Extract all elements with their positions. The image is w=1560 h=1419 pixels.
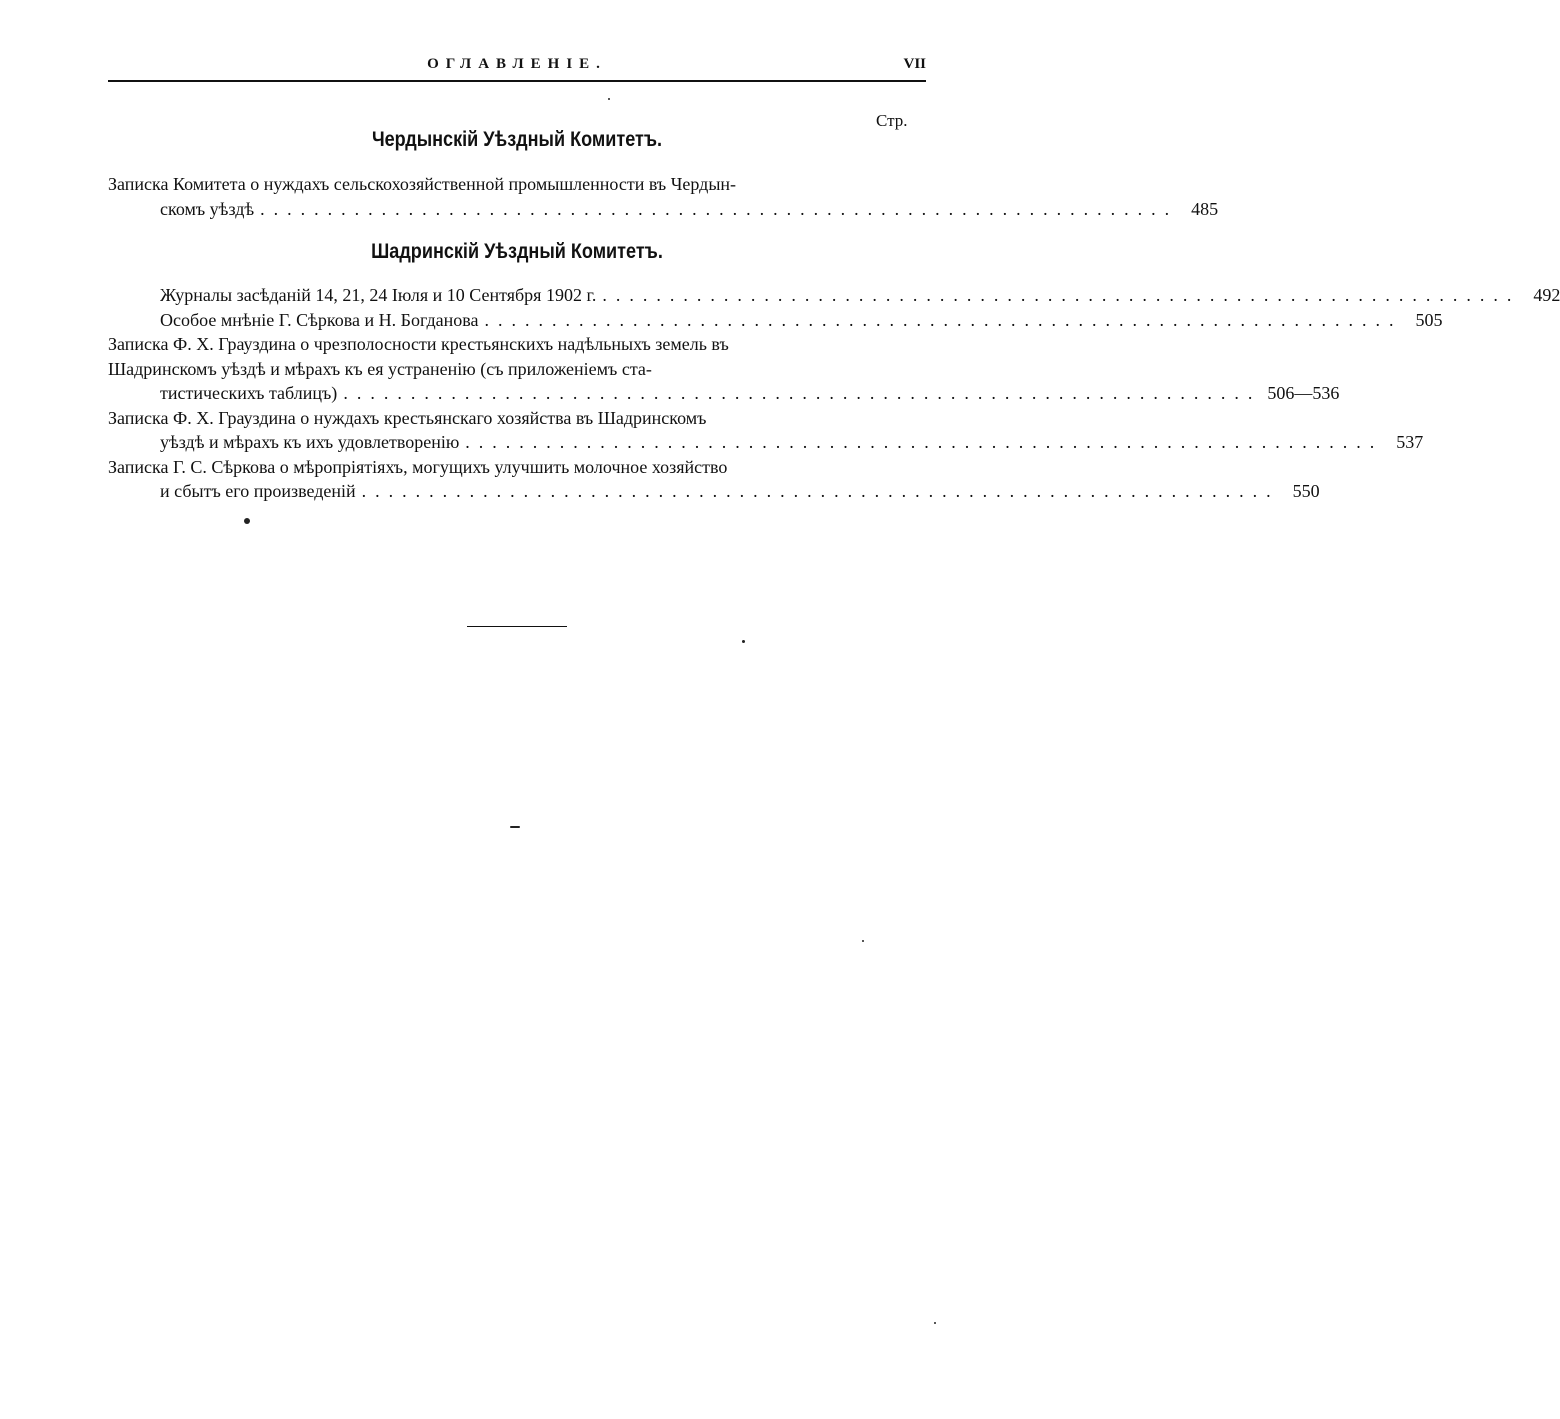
toc-page-ref: 505	[1415, 309, 1443, 330]
toc-entry	[108, 332, 1340, 406]
header-rule	[108, 80, 926, 82]
toc-page-ref: 485	[1191, 198, 1219, 219]
toc-entry	[108, 455, 1320, 504]
closing-rule	[467, 626, 567, 627]
print-speck	[862, 940, 864, 942]
toc-entry-line: Записка Комитета о нуждахъ сельскохозяйственной промышленности въ Чердын-	[108, 174, 737, 194]
toc-page-ref: 550	[1292, 481, 1320, 501]
toc-page-ref: 492	[1533, 285, 1560, 305]
toc-entry-line: тистическихъ таблицъ)	[160, 383, 338, 403]
toc-entry	[108, 406, 1424, 455]
print-speck	[608, 98, 610, 100]
toc-entry-line: Записка Ф. Х. Грауздина о нуждахъ крестьянскаго хозяйства въ Шадринскомъ	[108, 407, 707, 428]
print-speck	[510, 826, 520, 828]
running-title: ОГЛАВЛЕНІЕ.	[427, 56, 607, 72]
dot-leader: ....................................................................	[465, 432, 1384, 452]
page-number: VII	[903, 56, 926, 72]
page-column-label: Стр.	[876, 111, 908, 130]
toc-entry-line: Журналы засѣданій 14, 21, 24 Іюля и 10 Сентября 1902 г.	[160, 285, 597, 305]
dot-leader: ....................................................................	[260, 198, 1179, 219]
dot-leader: ....................................................................	[343, 383, 1262, 403]
toc-page-ref: 537	[1396, 432, 1424, 452]
running-head	[108, 56, 926, 86]
section-heading-shadrinsk: Шадринскій Уѣздный Комитетъ.	[371, 240, 663, 263]
toc-entry-line: Шадринскомъ уѣздѣ и мѣрахъ къ ея устраненію (съ приложеніемъ ста-	[108, 358, 652, 379]
toc-section-cherdyn	[108, 172, 1219, 221]
toc-entry-line: уѣздѣ и мѣрахъ къ ихъ удовлетворенію	[160, 432, 460, 452]
print-speck	[742, 640, 745, 643]
dot-leader: ....................................................................	[602, 285, 1521, 305]
toc-entry	[108, 172, 1219, 221]
toc-entry-line: скомъ уѣздѣ	[160, 198, 255, 219]
section-heading-cherdyn: Чердынскій Уѣздный Комитетъ.	[371, 128, 663, 151]
toc-entry	[108, 283, 1560, 308]
toc-section-shadrinsk	[108, 283, 1560, 504]
dot-leader: ....................................................................	[361, 481, 1280, 501]
dot-leader: ....................................................................	[484, 309, 1403, 330]
toc-entry-line: Записка Г. С. Сѣркова о мѣропріятіяхъ, могущихъ улучшить молочное хозяйство	[108, 456, 728, 477]
print-speck	[934, 1322, 936, 1324]
toc-entry-line: Особое мнѣніе Г. Сѣркова и Н. Богданова	[160, 309, 479, 330]
toc-entry	[108, 308, 1443, 333]
toc-entry-line: и сбытъ его произведеній	[160, 481, 356, 501]
print-speck	[244, 518, 250, 524]
toc-entry-line: Записка Ф. Х. Грауздина о чрезполосности крестьянскихъ надѣльныхъ земель въ	[108, 334, 729, 354]
toc-page-ref: 506—536	[1267, 383, 1340, 403]
